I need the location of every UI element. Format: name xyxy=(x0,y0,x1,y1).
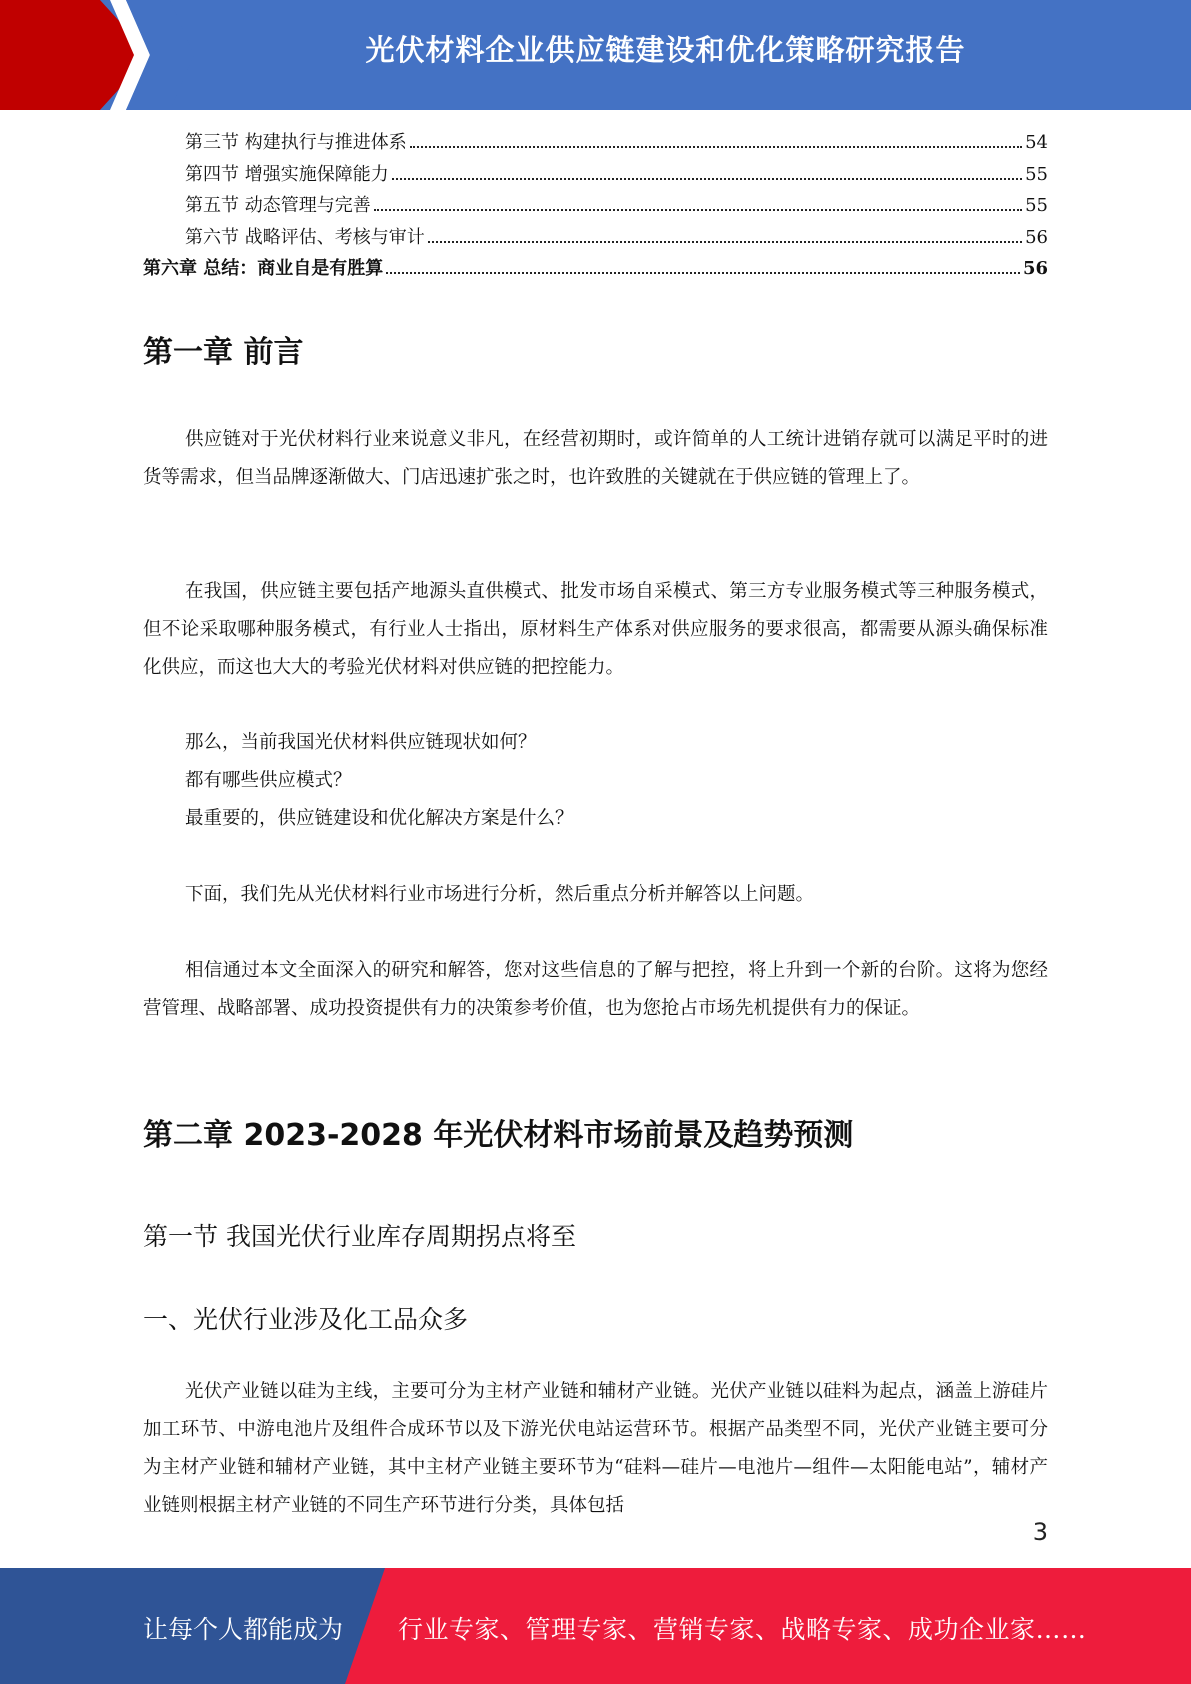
report-title: 光伏材料企业供应链建设和优化策略研究报告 xyxy=(365,33,966,67)
toc-entry-label: 第五节 动态管理与完善 xyxy=(185,195,371,216)
chapter-1-heading: 第一章 前言 xyxy=(143,335,304,370)
toc-entry-label: 第四节 增强实施保障能力 xyxy=(185,163,389,185)
paragraph: 光伏产业链以硅为主线，主要可分为主材产业链和辅材产业链。光伏产业链以硅料为起点，涵盖上游硅片加工环节、中游电池片及组件合成环节以及下游光伏电站运营环节。根据产品类型不同，光伏产业链主要可分为主材产业链和辅材产业链，其中主材产业链主要环节为“硅料—硅片—电池片—组件—太阳能电站”，辅材产业链则根据主材产业链的不同生产环节进行分类，具体包括 xyxy=(143,1381,1048,1516)
paragraph: 在我国，供应链主要包括产地源头直供模式、批发市场自采模式、第三方专业服务模式等三种服务模式，但不论采取哪种服务模式，有行业人士指出，原材料生产体系对供应服务的要求很高，都需要从源头确保标准化供应，而这也大大的考验光伏材料对供应链的把控能力。 xyxy=(143,581,1048,678)
page-footer xyxy=(0,1568,1191,1684)
toc-entry[interactable] xyxy=(143,223,1048,255)
question-line: 最重要的，供应链建设和优化解决方案是什么？ xyxy=(185,808,574,829)
toc-entry[interactable] xyxy=(143,128,1048,160)
toc-leader-dots xyxy=(374,209,1022,211)
paragraph: 供应链对于光伏材料行业来说意义非凡，在经营初期时，或许简单的人工统计进销存就可以满足平时的进货等需求，但当品牌逐渐做大、门店迅速扩张之时，也许致胜的关键就在于供应链的管理上了。 xyxy=(143,429,1048,488)
paragraph: 相信通过本文全面深入的研究和解答，您对这些信息的了解与把控，将上升到一个新的台阶。这将为您经营管理、战略部署、成功投资提供有力的决策参考价值，也为您抢占市场先机提供有力的保证。 xyxy=(143,960,1048,1019)
toc-leader-dots xyxy=(392,178,1022,180)
toc-entry-page: 55 xyxy=(1025,195,1048,216)
toc-chapter-entry[interactable] xyxy=(143,254,1048,286)
toc-entry-page: 56 xyxy=(1025,226,1048,248)
toc-entry-page: 55 xyxy=(1025,163,1048,185)
paragraph: 下面，我们先从光伏材料行业市场进行分析，然后重点分析并解答以上问题。 xyxy=(185,884,815,905)
toc-entry-label: 第六章 总结：商业自是有胜算 xyxy=(143,258,384,279)
page-number: 3 xyxy=(1032,1518,1048,1546)
page-header xyxy=(0,0,1191,110)
toc-entry-page: 56 xyxy=(1022,258,1048,279)
toc-entry[interactable] xyxy=(143,191,1048,223)
toc-entry[interactable] xyxy=(143,160,1048,192)
footer-slogan-left: 让每个人都能成为 xyxy=(143,1615,344,1644)
question-line: 那么，当前我国光伏材料供应链现状如何？ xyxy=(185,732,537,753)
subsection-heading: 一、光伏行业涉及化工品众多 xyxy=(143,1305,469,1334)
toc-entry-label: 第六节 战略评估、考核与审计 xyxy=(185,226,425,248)
toc-leader-dots xyxy=(410,146,1022,148)
section-heading: 第一节 我国光伏行业库存周期拐点将至 xyxy=(143,1222,576,1251)
chapter-2-heading: 第二章 2023-2028 年光伏材料市场前景及趋势预测 xyxy=(143,1118,854,1153)
toc-entry-label: 第三节 构建执行与推进体系 xyxy=(185,132,407,153)
toc-entry-page: 54 xyxy=(1025,132,1048,153)
footer-slogan-right: 行业专家、管理专家、营销专家、战略专家、成功企业家…… xyxy=(398,1615,1087,1644)
question-line: 都有哪些供应模式？ xyxy=(185,770,352,791)
table-of-contents xyxy=(143,128,1048,286)
toc-leader-dots xyxy=(428,241,1022,243)
toc-leader-dots xyxy=(386,272,1020,274)
